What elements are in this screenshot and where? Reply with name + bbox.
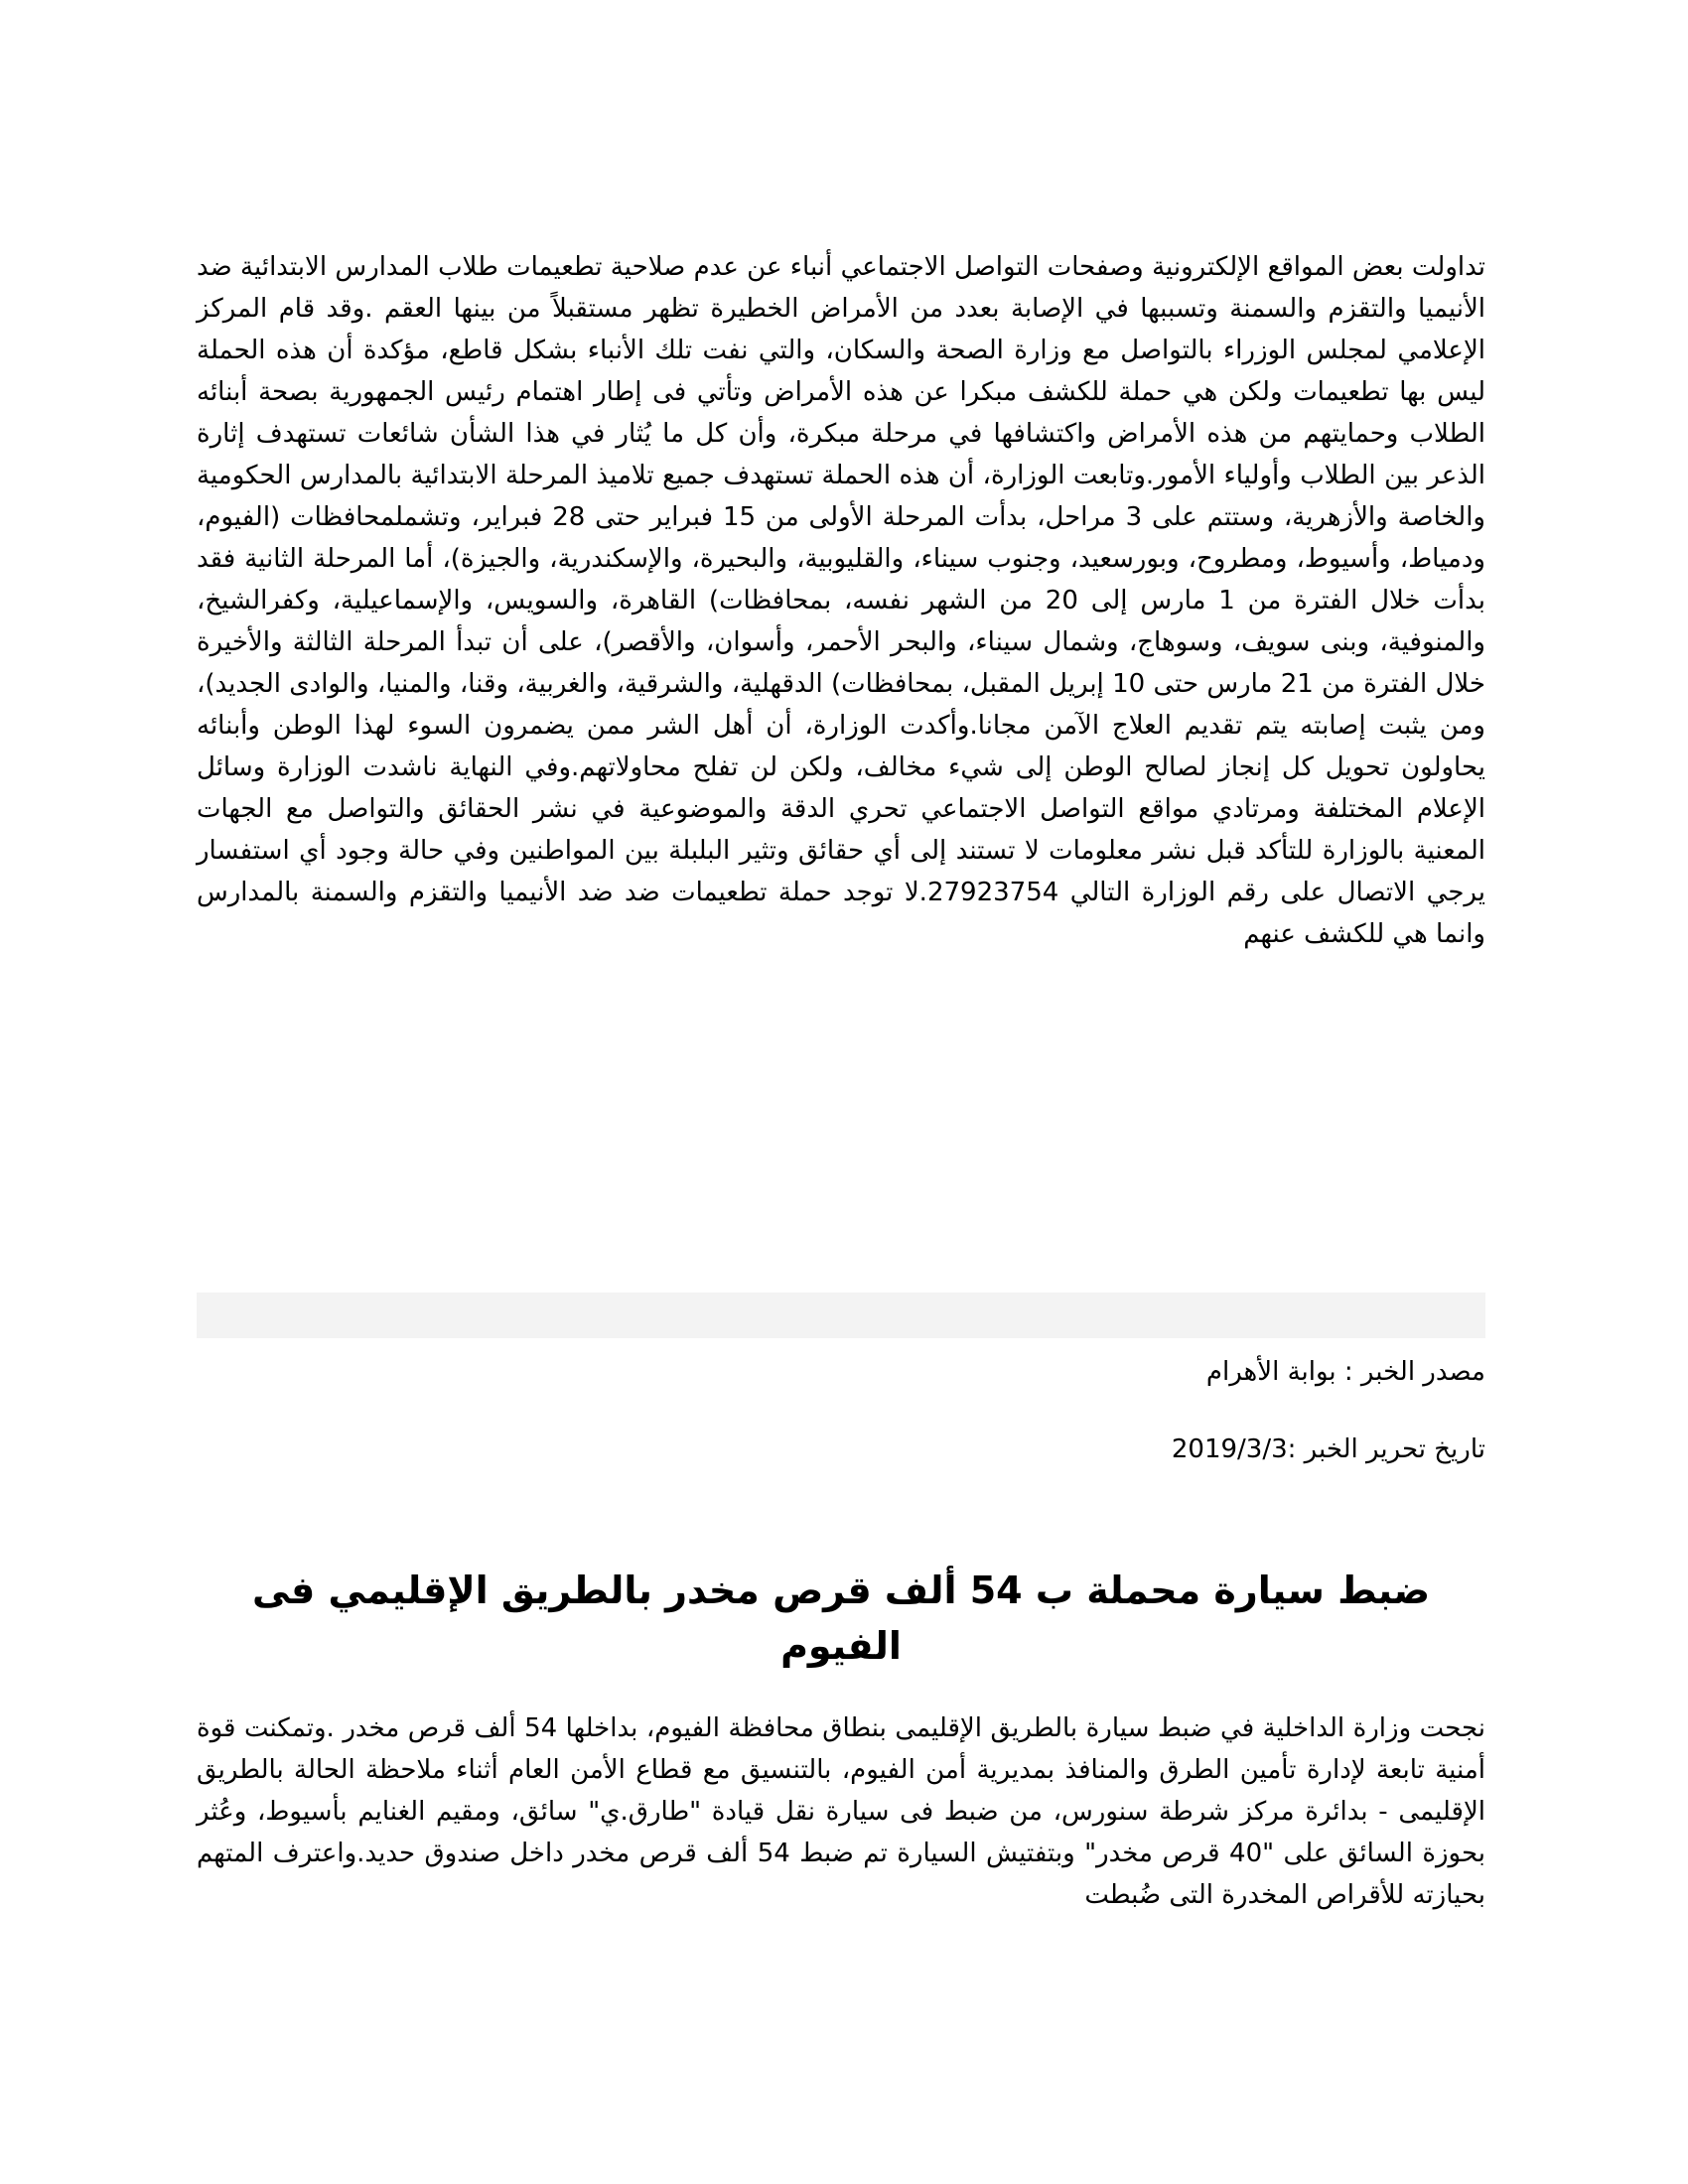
article-headline-drug-seizure: ضبط سيارة محملة ب 54 ألف قرص مخدر بالطريق الإقليمي فى الفيوم: [251, 1569, 1431, 1668]
separator-band: [197, 1293, 1485, 1338]
news-source-line: مصدر الخبر : بوابة الأهرام: [1205, 1357, 1485, 1387]
article-body-drug-seizure: نجحت وزارة الداخلية في ضبط سيارة بالطريق الإقليمى بنطاق محافظة الفيوم، بداخلها 54 ألف قرص مخدر .وتمكنت قوة أمنية تابعة لإدارة تأمين الطرق والمنافذ بمديرية أمن الفيوم، بالتنسيق مع قطاع الأمن العام أثناء ملاحظة الحالة بالطريق الإقليمى - بدائرة مركز شرطة سنورس، من ضبط فى سيارة نقل قيادة "طارق.ي" سائق، ومقيم الغنايم بأسيوط، وعُثر بحوزة السائق على "40 قرص مخدر" وبتفتيش السيارة تم ضبط 54 ألف قرص مخدر داخل صندوق حديد.واعترف المتهم بحيازته للأقراص المخدرة التى ضُبطت: [197, 1713, 1485, 1910]
article-body-vaccination-rumor: تداولت بعض المواقع الإلكترونية وصفحات التواصل الاجتماعي أنباء عن عدم صلاحية تطعيمات طلاب المدارس الابتدائية ضد الأنيميا والتقزم والسمنة وتسببها في الإصابة بعدد من الأمراض الخطيرة تظهر مستقبلاً من بينها العقم .وقد قام المركز الإعلامي لمجلس الوزراء بالتواصل مع وزارة الصحة والسكان، والتي نفت تلك الأنباء بشكل قاطع، مؤكدة أن هذه الحملة ليس بها تطعيمات ولكن هي حملة للكشف مبكرا عن هذه الأمراض وتأتي فى إطار اهتمام رئيس الجمهورية بصحة أبنائه الطلاب وحمايتهم من هذه الأمراض واكتشافها في مرحلة مبكرة، وأن كل ما يُثار في هذا الشأن شائعات تستهدف إثارة الذعر بين الطلاب وأولياء الأمور.وتابعت الوزارة، أن هذه الحملة تستهدف جميع تلاميذ المرحلة الابتدائية بالمدارس الحكومية والخاصة والأزهرية، وستتم على 3 مراحل، بدأت المرحلة الأولى من 15 فبراير حتى 28 فبراير، وتشملمحافظات (الفيوم، ودمياط، وأسيوط، ومطروح، وبورسعيد، وجنوب سيناء، والقليوبية، والبحيرة، والإسكندرية، والجيزة)، أما المرحلة الثانية فقد بدأت خلال الفترة من 1 مارس إلى 20 من الشهر نفسه، بمحافظات) القاهرة، والسويس، والإسماعيلية، وكفرالشيخ، والمنوفية، وبنى سويف، وسوهاج، وشمال سيناء، والبحر الأحمر، وأسوان، والأقصر)، على أن تبدأ المرحلة الثالثة والأخيرة خلال الفترة من 21 مارس حتى 10 إبريل المقبل، بمحافظات) الدقهلية، والشرقية، والغربية، وقنا، والمنيا، والوادى الجديد)، ومن يثبت إصابته يتم تقديم العلاج الآمن مجانا.وأكدت الوزارة، أن أهل الشر ممن يضمرون السوء لهذا الوطن وأبنائه يحاولون تحويل كل إنجاز لصالح الوطن إلى شيء مخالف، ولكن لن تفلح محاولاتهم.وفي النهاية ناشدت الوزارة وسائل الإعلام المختلفة ومرتادي مواقع التواصل الاجتماعي تحري الدقة والموضوعية في نشر الحقائق والتواصل مع الجهات المعنية بالوزارة للتأكد قبل نشر معلومات لا تستند إلى أي حقائق وتثير البلبلة بين المواطنين وفي حالة وجود أي استفسار يرجي الاتصال على رقم الوزارة التالي 27923754.لا توجد حملة تطعيمات ضد ضد الأنيميا والتقزم والسمنة بالمدارس وانما هي للكشف عنهم: [197, 252, 1485, 949]
news-date-line: تاريخ تحرير الخبر :2019/3/3: [1171, 1434, 1485, 1464]
